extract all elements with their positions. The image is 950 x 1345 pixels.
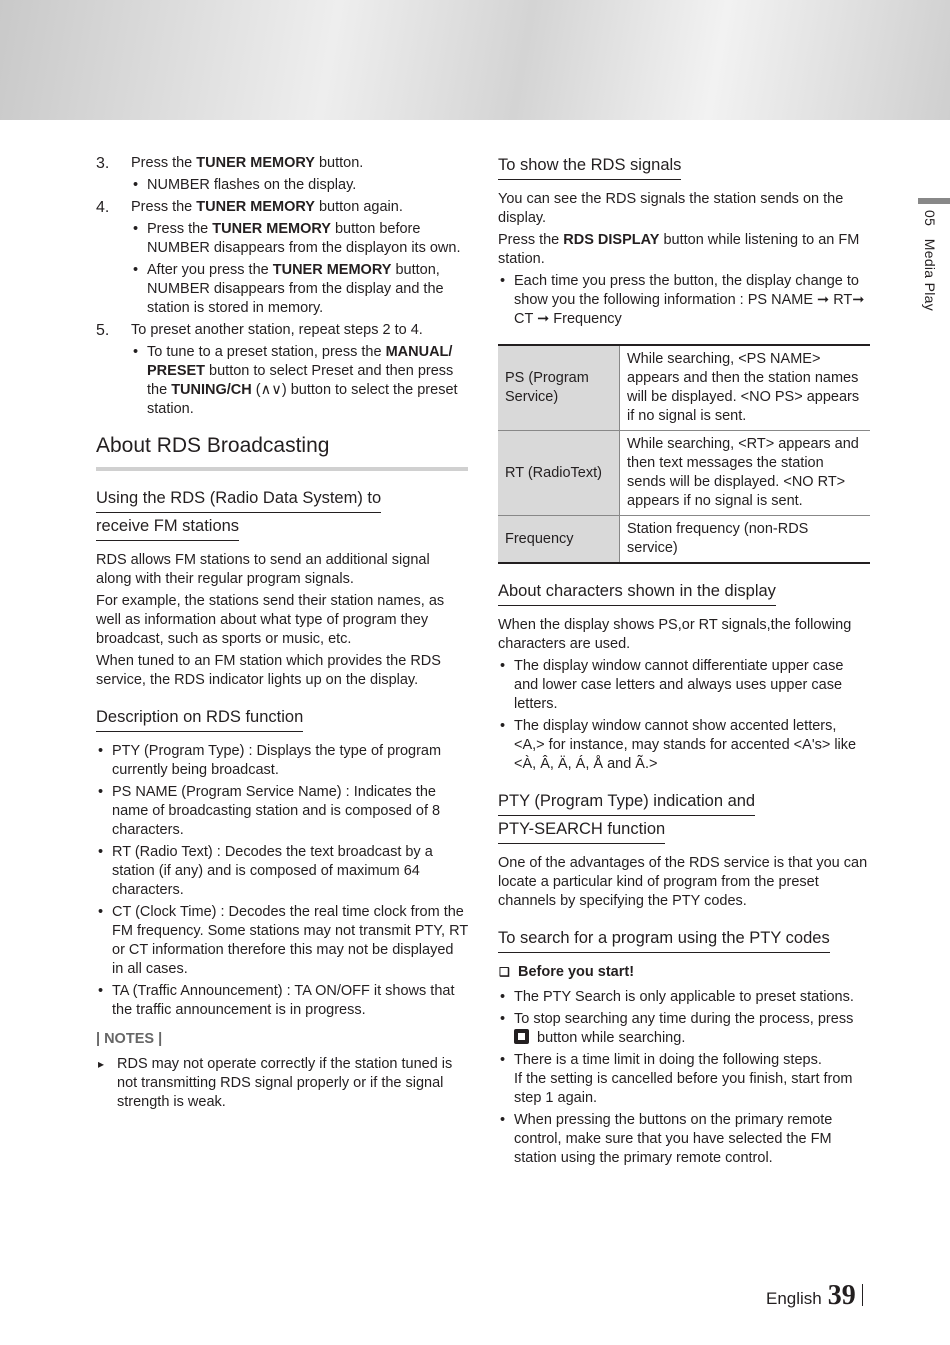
table-value: While searching, <RT> appears and then text messages the station sends will be displayed. <NO RT> appears if no signal is sent.	[620, 431, 871, 516]
step-text: Press the TUNER MEMORY button.	[131, 155, 364, 171]
list-item: • The display window cannot show accented letters, <A,> for instance, may stands for accented <A's> like <À, Â, Ä, Á, Å and Ã.>	[498, 717, 870, 774]
table-value: While searching, <PS NAME> appears and then the station names will be displayed. <NO PS> appears if no signal is sent.	[620, 345, 871, 431]
list-item: • TA (Traffic Announcement) : TA ON/OFF it shows that the traffic announcement is in progress.	[96, 982, 468, 1020]
list-item: • The PTY Search is only applicable to preset stations.	[498, 988, 870, 1007]
list-item: • The display window cannot differentiate upper case and lower case letters and always uses upper case letters.	[498, 657, 870, 714]
table-key: PS (Program Service)	[498, 345, 620, 431]
notes-label: | NOTES |	[96, 1031, 163, 1047]
chapter-number: 05	[922, 210, 938, 227]
step-3	[96, 154, 468, 195]
heading-characters: About characters shown in the display	[498, 578, 870, 606]
chapter-title: Media Play	[922, 238, 938, 312]
header-banner	[0, 0, 950, 120]
paragraph: RDS allows FM stations to send an additional signal along with their regular program signals.	[96, 552, 430, 587]
chapter-tab-marker	[918, 198, 950, 204]
section-title-about-rds: About RDS Broadcasting	[96, 433, 468, 471]
page-footer	[766, 1280, 863, 1312]
table-row	[498, 345, 870, 431]
before-you-start: ❑ Before you start!	[498, 963, 870, 982]
list-item: • PTY (Program Type) : Displays the type of program currently being broadcast.	[96, 742, 468, 780]
table-key: RT (RadioText)	[498, 431, 620, 516]
paragraph: You can see the RDS signals the station sends on the display.	[498, 191, 844, 226]
heading-pty: PTY (Program Type) indication and PTY-SEARCH function	[498, 788, 870, 844]
footer-divider	[862, 1284, 863, 1306]
chapter-side-label	[922, 210, 938, 311]
step-number: 4.	[96, 199, 110, 216]
step-number: 5.	[96, 322, 110, 339]
right-column	[498, 152, 870, 1171]
step-number: 3.	[96, 155, 110, 172]
step-text: To preset another station, repeat steps 2 to 4.	[131, 322, 423, 338]
paragraph: When the display shows PS,or RT signals,the following characters are used.	[498, 617, 852, 652]
table-row	[498, 516, 870, 564]
left-column	[96, 152, 468, 1112]
paragraph: One of the advantages of the RDS service is that you can locate a particular kind of program from the preset channels by specifying the PTY codes.	[498, 855, 868, 909]
list-item: • To stop searching any time during the process, press button while searching.	[498, 1010, 870, 1048]
list-item: • There is a time limit in doing the following steps. If the setting is cancelled before you finish, start from step 1 again.	[498, 1051, 870, 1108]
heading-show-rds-signals: To show the RDS signals	[498, 152, 870, 180]
table-value: Station frequency (non-RDS service)	[620, 516, 871, 564]
list-item: • After you press the TUNER MEMORY button, NUMBER disappears from the display and the station is stored in memory.	[131, 261, 468, 318]
stop-button-icon	[514, 1029, 529, 1044]
note-item: ▸ RDS may not operate correctly if the station tuned is not transmitting RDS signal properly or if the signal strength is weak.	[96, 1055, 468, 1112]
heading-description-rds: Description on RDS function	[96, 704, 468, 732]
list-item: • Press the TUNER MEMORY button before NUMBER disappears from the displayon its own.	[131, 220, 468, 258]
list-item: • RT (Radio Text) : Decodes the text broadcast by a station (if any) and is composed of maximum 64 characters.	[96, 843, 468, 900]
paragraph: Press the RDS DISPLAY button while listening to an FM station.	[498, 232, 860, 267]
table-row	[498, 431, 870, 516]
step-5	[96, 321, 468, 419]
page-number: 39	[827, 1280, 856, 1311]
list-item: • NUMBER flashes on the display.	[131, 176, 468, 195]
table-key: Frequency	[498, 516, 620, 564]
list-item: • When pressing the buttons on the primary remote control, make sure that you have selected the FM station using the primary remote control.	[498, 1111, 870, 1168]
list-item: • To tune to a preset station, press the MANUAL/ PRESET button to select Preset and then press the TUNING/CH (∧∨) button to select the preset station.	[131, 343, 468, 419]
paragraph: For example, the stations send their station names, as well as information about what type of program they broadcast, such as sports or music, etc.	[96, 593, 445, 647]
paragraph: When tuned to an FM station which provides the RDS service, the RDS indicator lights up on the display.	[96, 653, 441, 688]
list-item: • CT (Clock Time) : Decodes the real time clock from the FM frequency. Some stations may not transmit PTY, RT or CT information therefore this may not be displayed in all cases.	[96, 903, 468, 979]
list-item: • Each time you press the button, the display change to show you the following information : PS NAME ➞ RT➞ CT ➞ Frequency	[498, 272, 870, 329]
step-4	[96, 198, 468, 318]
heading-search-pty: To search for a program using the PTY codes	[498, 925, 870, 953]
footer-language: English	[766, 1289, 822, 1308]
step-text: Press the TUNER MEMORY button again.	[131, 199, 403, 215]
rds-info-table	[498, 344, 870, 564]
list-item: • PS NAME (Program Service Name) : Indicates the name of broadcasting station and is composed of 8 characters.	[96, 783, 468, 840]
heading-using-rds: Using the RDS (Radio Data System) to receive FM stations	[96, 485, 468, 541]
